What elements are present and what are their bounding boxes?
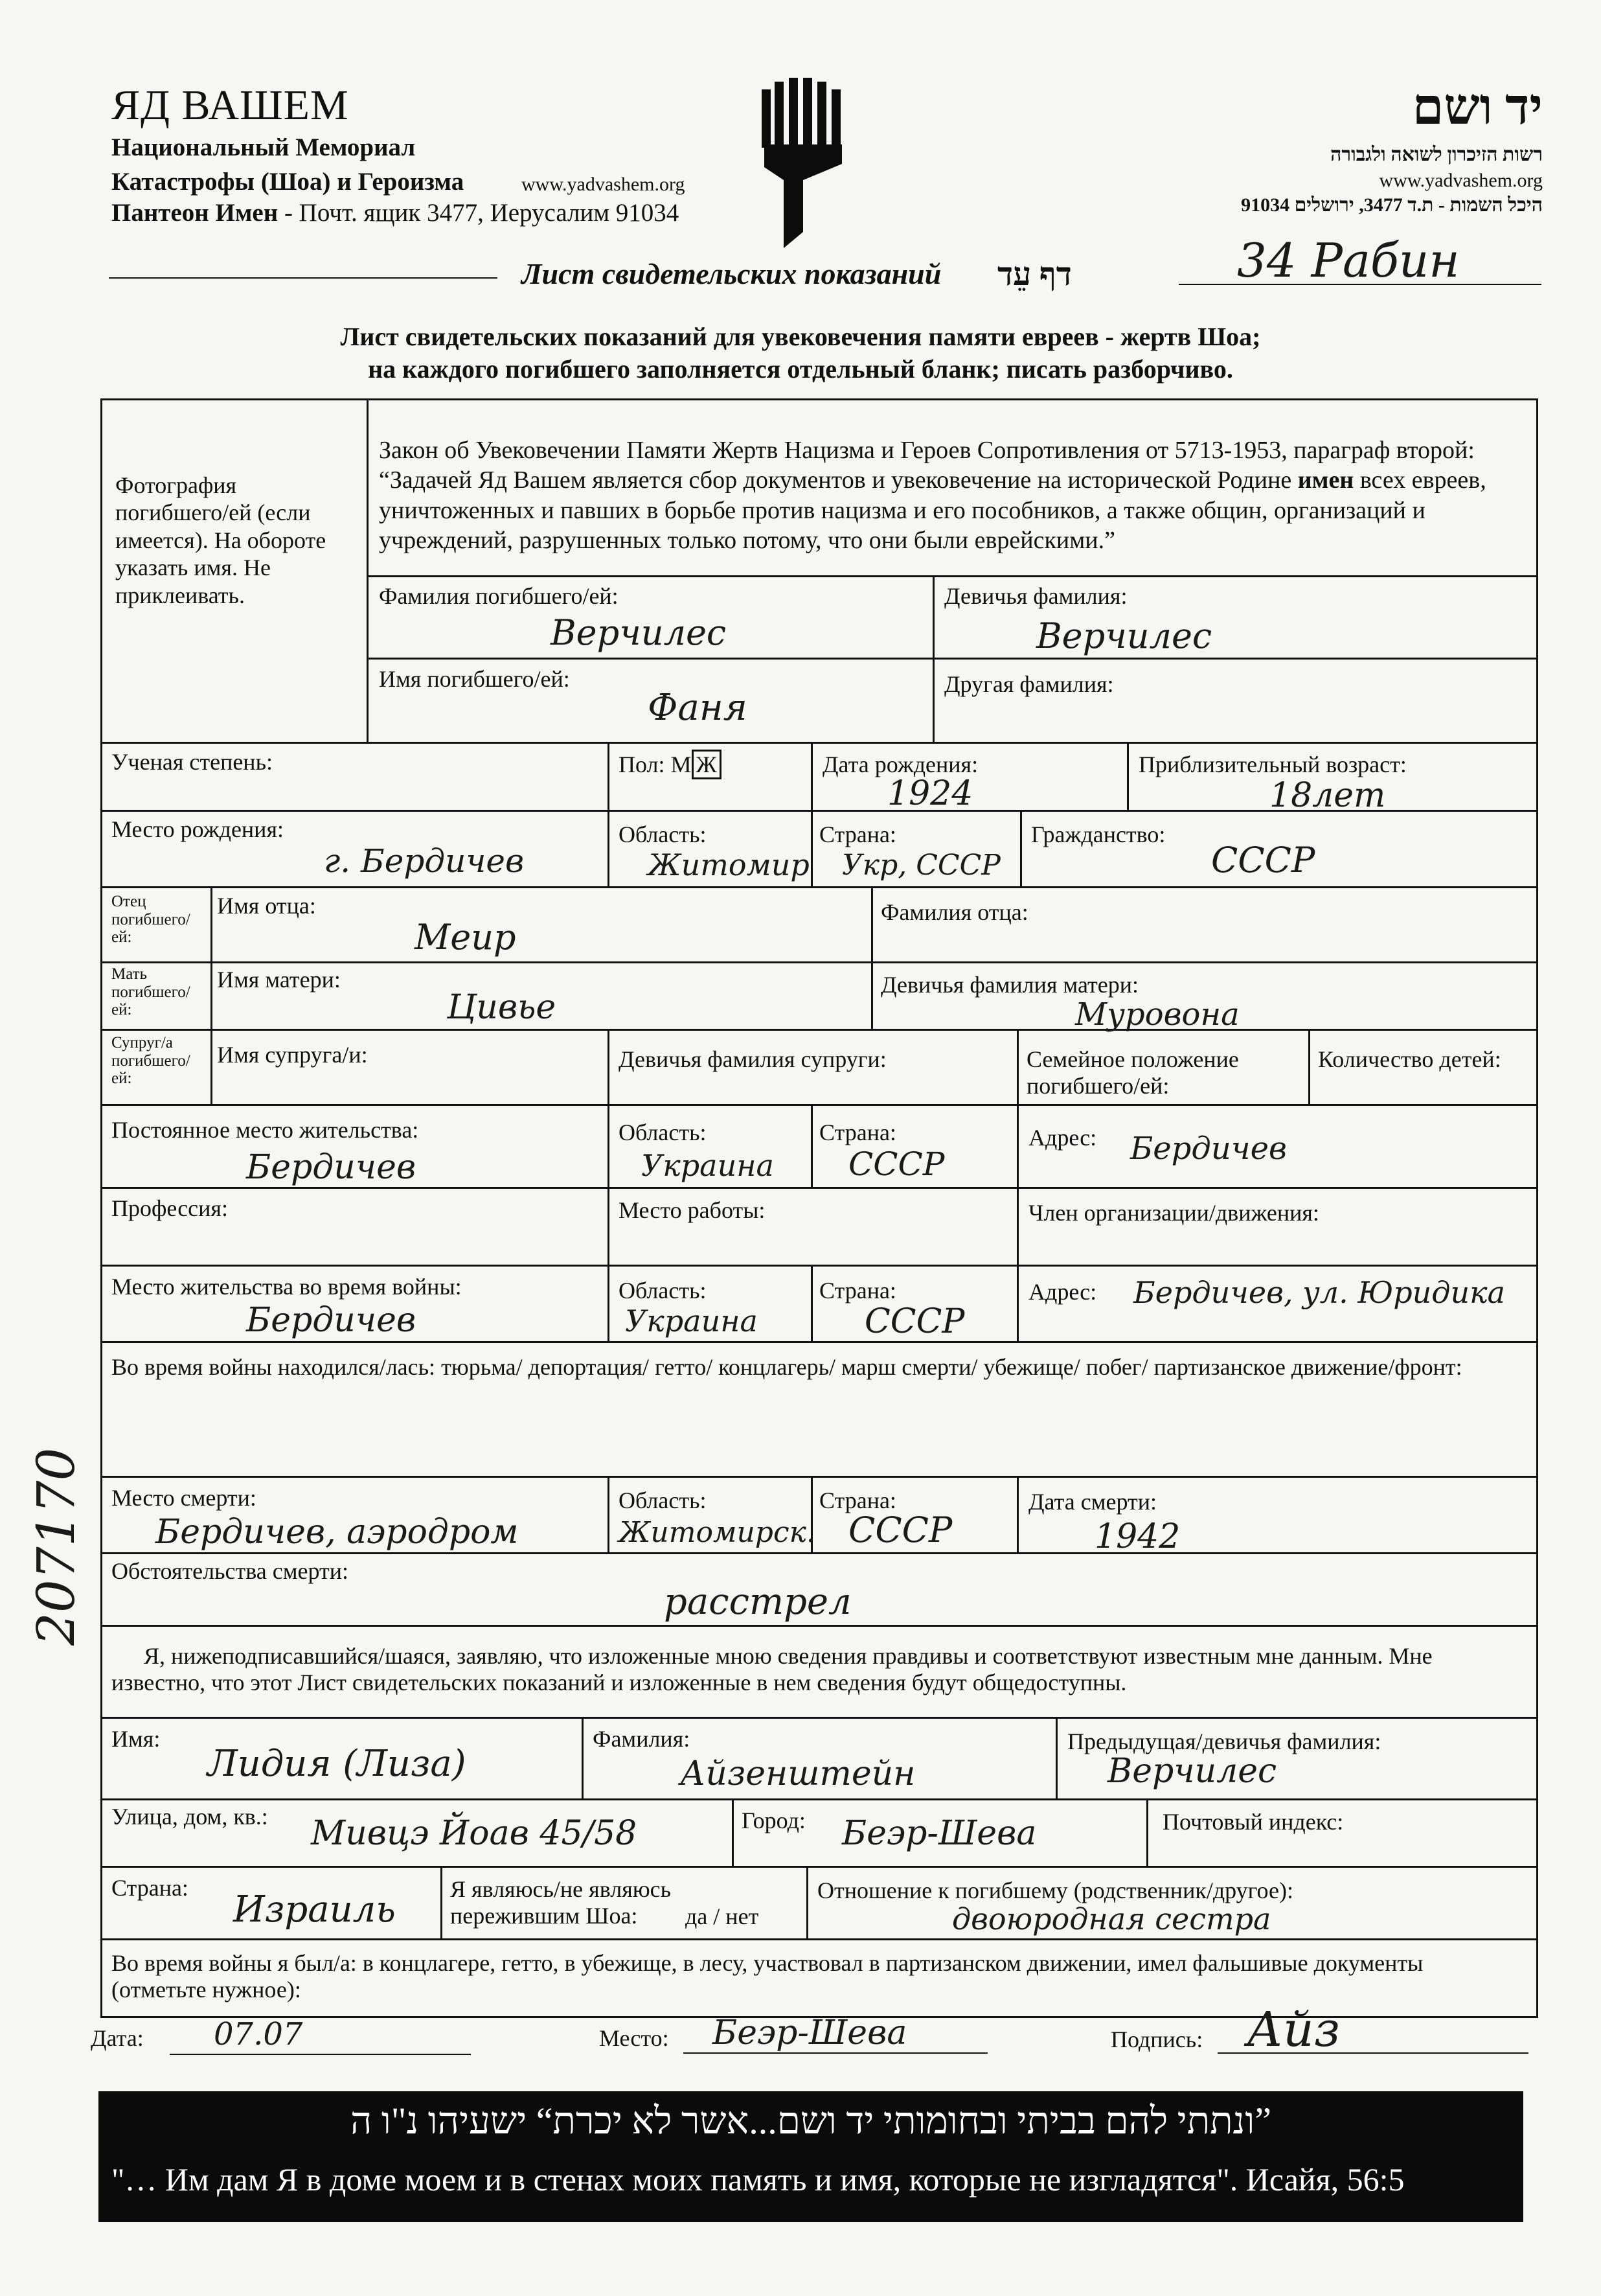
relation-label: Отношение к погибшему (родственник/другое): xyxy=(817,1877,1293,1903)
death-country-value[interactable]: СССР xyxy=(848,1510,953,1550)
website-he: www.yadvashem.org xyxy=(1379,170,1543,191)
workplace-label: Место работы: xyxy=(619,1197,766,1223)
form-number-handwritten: 34 Рабин xyxy=(1237,233,1460,288)
war-residence-value[interactable]: Бердичев xyxy=(246,1301,416,1340)
sex-label: Пол: М xyxy=(619,752,692,777)
org-subtitle-line1: Национальный Мемориал xyxy=(111,133,416,161)
submitter-city-value[interactable]: Беэр-Шева xyxy=(842,1814,1037,1853)
death-date-value[interactable]: 1942 xyxy=(1095,1517,1181,1556)
birth-place-label: Место рождения: xyxy=(111,816,284,842)
first-name-label: Имя погибшего/ей: xyxy=(379,666,570,692)
residence-country-value[interactable]: СССР xyxy=(848,1145,945,1183)
sex-selected[interactable]: Ж xyxy=(692,750,721,779)
submitter-country-label: Страна: xyxy=(111,1875,188,1901)
maiden-name-value[interactable]: Верчилес xyxy=(1036,615,1212,656)
date-label: Дата: xyxy=(91,2025,144,2051)
submitter-surname-label: Фамилия: xyxy=(593,1726,690,1752)
form-title: Лист свидетельских показаний xyxy=(521,257,942,290)
title-rule-left xyxy=(109,277,497,279)
spouse-section-label: Супруг/а погибшего/ей: xyxy=(111,1034,190,1087)
law-text xyxy=(379,435,1532,555)
spouse-maiden-label: Девичья фамилия супруги: xyxy=(619,1046,887,1072)
children-count-label: Количество детей: xyxy=(1318,1046,1501,1072)
org-name-he: יד ושם xyxy=(1412,78,1543,135)
war-country-label: Страна: xyxy=(819,1278,896,1303)
birth-region-label: Область: xyxy=(619,821,707,847)
relation-value[interactable]: двоюродная сестра xyxy=(952,1901,1271,1936)
membership-label: Член организации/движения: xyxy=(1028,1200,1319,1226)
form-instructions xyxy=(0,321,1601,385)
citizenship-label: Гражданство: xyxy=(1031,821,1166,847)
birth-date-label: Дата рождения: xyxy=(823,752,979,777)
submitter-postal-label: Почтовый индекс: xyxy=(1163,1809,1344,1835)
profession-label: Профессия: xyxy=(111,1195,228,1221)
footer-quote-he: ”ונתתי להם בביתי ובחומותי יד ושם...אשר לא יכרת“ ישעיהו נ"ו ה xyxy=(350,2100,1271,2142)
residence-region-label: Область: xyxy=(619,1119,707,1145)
footer-quote-ru: "… Им дам Я в доме моем и в стенах моих память и имя, которые не изгладятся". Исайя, 56:5 xyxy=(111,2161,1405,2198)
death-place-label: Место смерти: xyxy=(111,1485,256,1511)
residence-address-label: Адрес: xyxy=(1028,1125,1097,1151)
mother-name-label: Имя матери: xyxy=(217,967,341,993)
mother-name-value[interactable]: Цивье xyxy=(447,988,556,1027)
birth-place-value[interactable]: г. Бердичев xyxy=(324,842,525,880)
signature-label: Подпись: xyxy=(1111,2026,1203,2052)
place-rule xyxy=(683,2052,988,2054)
org-subtitle-he: רשות הזיכרון לשואה ולגבורה xyxy=(1330,144,1543,165)
war-region-label: Область: xyxy=(619,1278,707,1303)
submitter-surname-value[interactable]: Айзенштейн xyxy=(680,1754,916,1793)
instructions-line1: Лист свидетельских показаний для увековечения памяти евреев - жертв Шоа; xyxy=(340,322,1261,351)
place-label: Место: xyxy=(599,2025,669,2051)
marital-status-label: Семейное положение погибшего/ей: xyxy=(1027,1046,1239,1099)
title-rule-right xyxy=(1179,284,1541,285)
date-rule xyxy=(170,2054,471,2055)
submitter-street-value[interactable]: Мивцэ Йоав 45/58 xyxy=(311,1814,637,1853)
yad-vashem-logo xyxy=(758,76,848,255)
surname-value[interactable]: Верчилес xyxy=(551,612,727,653)
submitter-prev-surname-label: Предыдущая/девичья фамилия: xyxy=(1067,1728,1381,1754)
signature-value[interactable]: Айз xyxy=(1247,2002,1341,2058)
residence-address-value[interactable]: Бердичев xyxy=(1130,1131,1287,1167)
father-section-label: Отец погибшего/ей: xyxy=(111,893,190,946)
law-text-bold: имен xyxy=(1297,466,1354,494)
death-date-label: Дата смерти: xyxy=(1028,1489,1157,1515)
father-surname-label: Фамилия отца: xyxy=(881,899,1028,925)
law-text-part1: Закон об Увековечении Памяти Жертв Нацизма и Героев Сопротивления от 5713-1953, параграф второй: “Задачей Яд Вашем является сбор документов и увековечение на исторической Родине xyxy=(379,437,1475,494)
war-region-value[interactable]: Украина xyxy=(625,1303,758,1338)
website-ru: www.yadvashem.org xyxy=(521,174,685,195)
first-name-value[interactable]: Фаня xyxy=(648,687,747,729)
father-name-value[interactable]: Меир xyxy=(414,917,516,958)
submitter-first-name-label: Имя: xyxy=(111,1726,161,1752)
death-place-value[interactable]: Бердичев, аэродром xyxy=(155,1513,519,1552)
survivor-options[interactable]: да / нет xyxy=(685,1903,759,1929)
approx-age-label: Приблизительный возраст: xyxy=(1139,752,1407,777)
law-text-part2: всех евреев, уничтоженных и павших в борьбе против нацизма и его пособников, а также общин, организаций и учреждений, разрушенных только потому, что они были еврейскими.” xyxy=(379,466,1486,555)
maiden-name-label: Девичья фамилия: xyxy=(944,583,1128,609)
degree-label: Ученая степень: xyxy=(111,749,273,775)
instructions-line2: на каждого погибшего заполняется отдельный бланк; писать разборчиво. xyxy=(368,354,1233,384)
sex-field xyxy=(619,752,721,778)
birth-date-value[interactable]: 1924 xyxy=(887,774,973,813)
org-address-he: היכל השמות - ת.ד 3477, ירושלים 91034 xyxy=(1241,194,1543,216)
residence-region-value[interactable]: Украина xyxy=(641,1148,774,1183)
org-pantheon-label: Пантеон Имен xyxy=(111,199,278,227)
citizenship-value[interactable]: СССР xyxy=(1211,840,1315,880)
submitter-city-label: Город: xyxy=(742,1808,806,1833)
death-circumstances-value[interactable]: расстрел xyxy=(664,1581,852,1623)
submitter-wartime-text: Во время войны я был/а: в концлагере, гетто, в убежище, в лесу, участвовал в партизанском движении, имел фальшивые документы (отметьте нужное): xyxy=(111,1950,1424,2003)
submitter-prev-surname-value[interactable]: Верчилес xyxy=(1107,1752,1277,1791)
death-region-value[interactable]: Житомирск. xyxy=(619,1516,815,1549)
org-postal: - Почт. ящик 3477, Иерусалим 91034 xyxy=(278,199,679,227)
death-region-label: Область: xyxy=(619,1487,707,1513)
place-value[interactable]: Беэр-Шева xyxy=(712,2014,907,2052)
side-registration-number: 207170 xyxy=(26,1447,86,1646)
date-value[interactable]: 07.07 xyxy=(214,2016,303,2052)
birth-region-value[interactable]: Житомир xyxy=(648,847,810,882)
approx-age-value[interactable]: 18лет xyxy=(1269,776,1386,815)
father-name-label: Имя отца: xyxy=(217,893,316,919)
death-country-label: Страна: xyxy=(819,1487,896,1513)
residence-value[interactable]: Бердичев xyxy=(246,1148,416,1187)
submitter-first-name-value[interactable]: Лидия (Лиза) xyxy=(207,1743,466,1785)
org-address-ru xyxy=(111,198,679,227)
submitter-street-label: Улица, дом, кв.: xyxy=(111,1804,268,1830)
birth-country-value[interactable]: Укр, СССР xyxy=(842,849,1001,882)
residence-label: Постоянное место жительства: xyxy=(111,1117,419,1143)
declaration-text: Я, нижеподписавшийся/шаяся, заявляю, что изложенные мною сведения правдивы и соответствуют известным мне данным. Мне известно, что этот Лист свидетельских показаний и изложенные в нем сведения будут общедоступны. xyxy=(111,1643,1433,1696)
org-subtitle-line2: Катастрофы (Шоа) и Героизма xyxy=(111,168,464,196)
wartime-status-text: Во время войны находился/лась: тюрьма/ депортация/ гетто/ концлагерь/ марш смерти/ убежище/ побег/ партизанское движение/фронт: xyxy=(111,1354,1462,1380)
war-residence-label: Место жительства во время войны: xyxy=(111,1274,462,1300)
spouse-name-label: Имя супруга/и: xyxy=(217,1042,368,1068)
photo-note: Фотография погибшего/ей (если имеется). На обороте указать имя. Не приклеивать. xyxy=(115,472,326,608)
other-surname-label: Другая фамилия: xyxy=(944,671,1114,697)
mother-section-label: Мать погибшего/ей: xyxy=(111,965,190,1018)
birth-country-label: Страна: xyxy=(819,821,896,847)
mother-maiden-label: Девичья фамилия матери: xyxy=(881,972,1139,998)
surname-label: Фамилия погибшего/ей: xyxy=(379,583,619,609)
org-name-ru: ЯД ВАШЕМ xyxy=(111,82,349,129)
death-circumstances-label: Обстоятельства смерти: xyxy=(111,1558,348,1584)
survivor-label: Я являюсь/не являюсь пережившим Шоа: xyxy=(450,1876,672,1929)
residence-country-label: Страна: xyxy=(819,1119,896,1145)
submitter-country-value[interactable]: Израиль xyxy=(233,1888,396,1931)
form-title-he: דף עֵד xyxy=(997,256,1072,292)
mother-maiden-value[interactable]: Муровона xyxy=(1075,996,1240,1033)
war-address-value[interactable]: Бердичев, ул. Юридика xyxy=(1133,1275,1505,1310)
war-address-label: Адрес: xyxy=(1028,1279,1097,1305)
war-country-value[interactable]: СССР xyxy=(865,1302,965,1341)
